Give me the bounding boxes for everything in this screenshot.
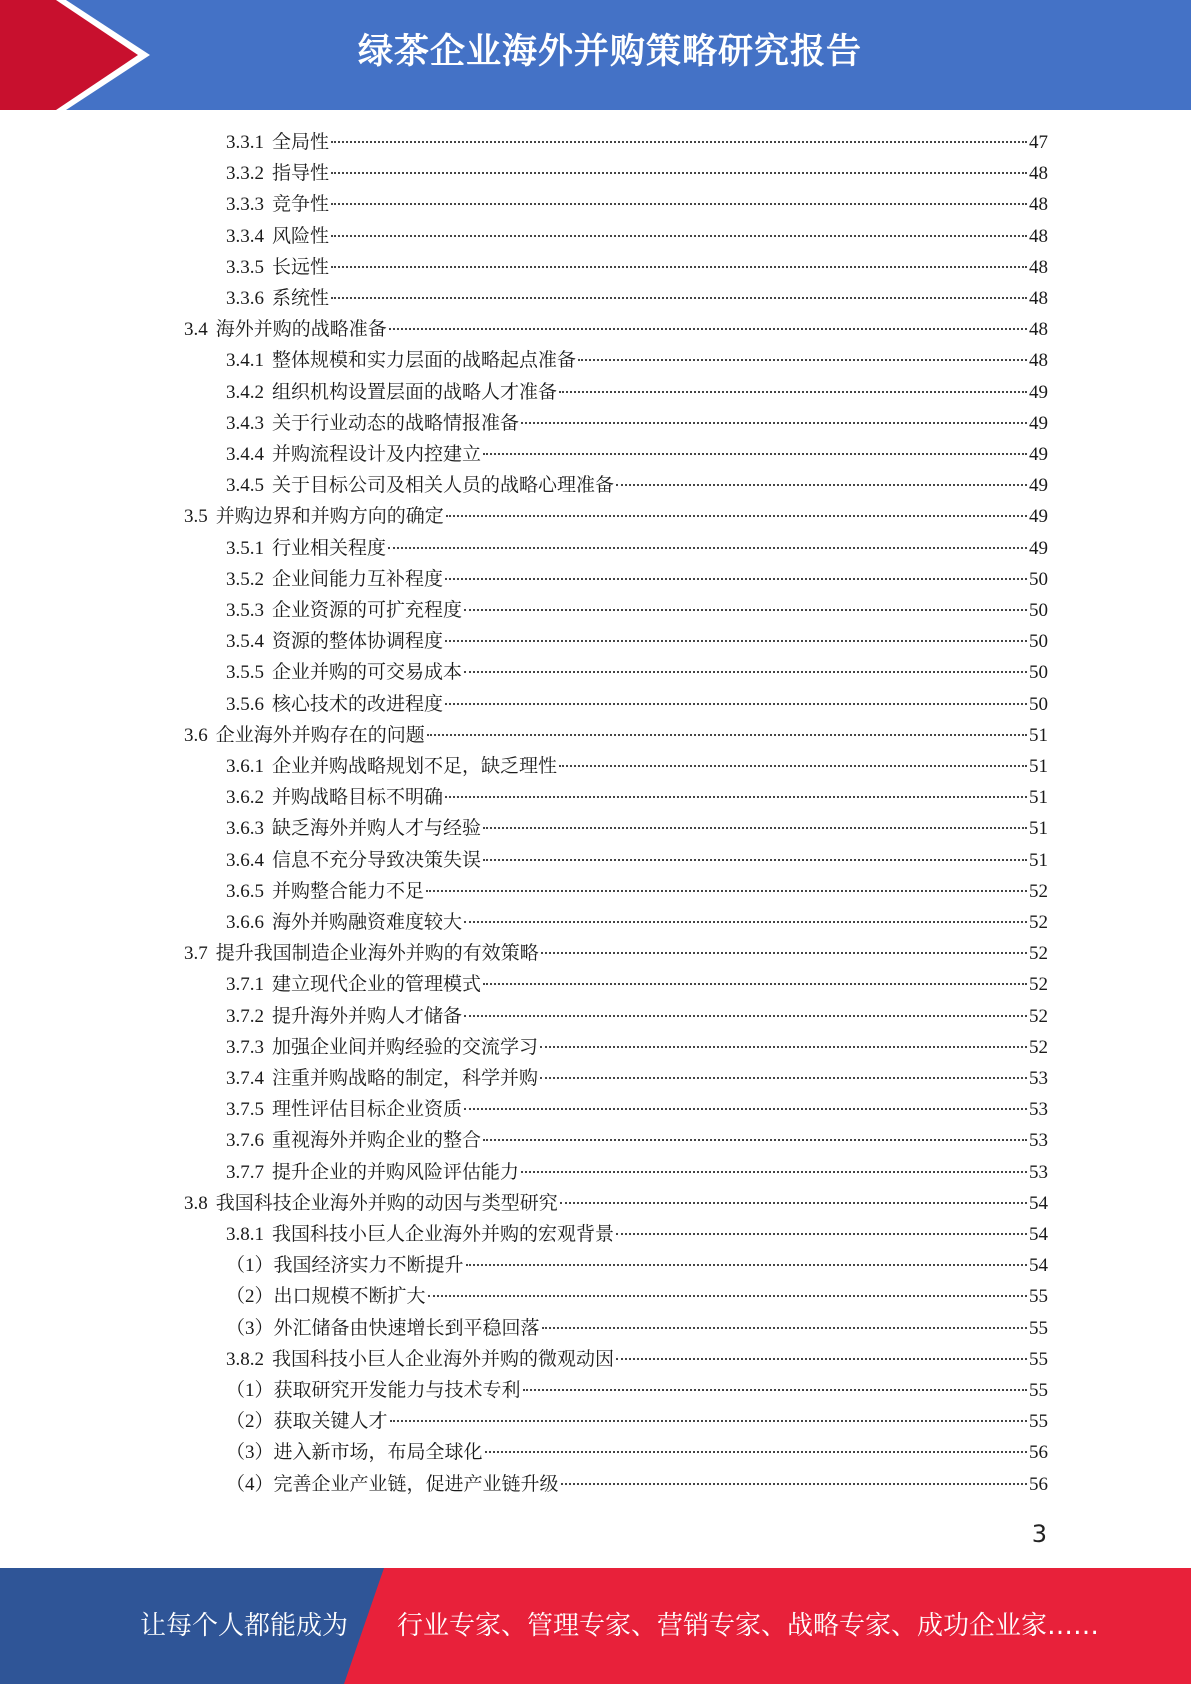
toc-entry-page: 52	[1029, 974, 1048, 996]
toc-entry-title: 长远性	[272, 256, 330, 278]
toc-entry-number: 3.3.4	[226, 225, 264, 247]
toc-entry-page: 49	[1029, 444, 1048, 465]
toc-entry-title: 企业间能力互补程度	[272, 568, 444, 590]
toc-dot-leader	[616, 1233, 1027, 1235]
toc-entry-page: 50	[1029, 568, 1048, 590]
toc-entry[interactable]	[226, 1375, 1048, 1406]
toc-entry-title: 关于行业动态的战略情报准备	[272, 412, 520, 434]
toc-entry-title: 我国科技小巨人企业海外并购的微观动因	[272, 1348, 615, 1370]
toc-entry-number: 3.6.2	[226, 787, 264, 809]
toc-entry-title: 缺乏海外并购人才与经验	[272, 818, 482, 840]
toc-dot-leader	[331, 172, 1027, 174]
toc-entry-number: （2）	[226, 1411, 274, 1433]
toc-entry[interactable]	[226, 1250, 1048, 1281]
toc-entry-number: 3.3.5	[226, 256, 264, 278]
toc-entry-page: 51	[1029, 724, 1048, 746]
toc-entry-number: 3.7.5	[226, 1099, 264, 1121]
toc-entry-page: 55	[1029, 1286, 1048, 1308]
toc-entry-page: 52	[1029, 1036, 1048, 1058]
toc-dot-leader	[561, 1483, 1027, 1485]
toc-entry-page: 49	[1029, 381, 1048, 403]
toc-dot-leader	[560, 1202, 1027, 1204]
toc-dot-leader	[464, 921, 1027, 923]
toc-dot-leader	[541, 952, 1027, 954]
toc-entry-number: 3.3.2	[226, 163, 264, 185]
toc-entry[interactable]	[226, 907, 1048, 938]
toc-entry-number: 3.7.7	[226, 1161, 264, 1183]
toc-entry[interactable]	[226, 845, 1048, 876]
toc-entry-page: 51	[1029, 756, 1048, 777]
toc-entry-number: （2）	[226, 1286, 274, 1308]
toc-entry[interactable]	[226, 689, 1048, 720]
toc-entry-title: 企业海外并购存在的问题	[215, 724, 425, 746]
toc-dot-leader	[483, 859, 1027, 861]
toc-entry-number: 3.8.2	[226, 1348, 264, 1370]
toc-entry-number: 3.4.2	[226, 381, 264, 403]
toc-entry-number: 3.4.1	[226, 350, 264, 372]
toc-entry-number: 3.7.6	[226, 1130, 264, 1152]
page-footer	[0, 1568, 1191, 1684]
toc-entry[interactable]	[226, 657, 1048, 688]
toc-entry-title: 行业相关程度	[272, 537, 387, 559]
toc-dot-leader	[616, 484, 1027, 486]
toc-entry[interactable]	[226, 969, 1048, 1000]
toc-dot-leader	[331, 297, 1027, 299]
toc-entry-title: 完善企业产业链，促进产业链升级	[273, 1473, 559, 1495]
toc-entry-title: 进入新市场，布局全球化	[273, 1442, 483, 1464]
toc-entry[interactable]	[226, 1313, 1048, 1344]
toc-entry[interactable]	[226, 876, 1048, 907]
toc-entry-number: 3.5.4	[226, 631, 264, 653]
toc-entry-page: 55	[1029, 1348, 1048, 1370]
toc-entry-page: 54	[1029, 1224, 1048, 1245]
toc-entry-number: （4）	[226, 1473, 274, 1495]
toc-entry[interactable]	[226, 1406, 1048, 1437]
toc-entry[interactable]	[226, 221, 1048, 252]
toc-entry[interactable]	[226, 1344, 1048, 1375]
toc-entry-page: 53	[1029, 1161, 1048, 1183]
toc-entry-number: （1）	[226, 1255, 274, 1277]
toc-entry-page: 56	[1029, 1473, 1048, 1495]
toc-dot-leader	[331, 235, 1027, 237]
toc-entry-title: 加强企业间并购经验的交流学习	[272, 1036, 539, 1058]
toc-entry[interactable]	[226, 1157, 1048, 1188]
toc-dot-leader	[483, 983, 1027, 985]
toc-entry[interactable]	[226, 283, 1048, 314]
toc-dot-leader	[540, 1077, 1027, 1079]
toc-entry-page: 53	[1029, 1130, 1048, 1152]
toc-entry-title: 注重并购战略的制定，科学并购	[272, 1068, 539, 1089]
toc-entry-number: 3.5.5	[226, 662, 264, 684]
toc-entry-title: 提升企业的并购风险评估能力	[272, 1161, 520, 1183]
toc-entry[interactable]	[226, 1063, 1048, 1094]
toc-entry-title: 企业并购战略规划不足，缺乏理性	[272, 756, 558, 777]
toc-entry-page: 52	[1029, 880, 1048, 902]
toc-entry-page: 53	[1029, 1068, 1048, 1089]
toc-entry[interactable]	[226, 751, 1048, 782]
toc-entry-title: 外汇储备由快速增长到平稳回落	[273, 1317, 540, 1339]
toc-entry-title: 指导性	[272, 163, 330, 185]
toc-entry[interactable]	[226, 439, 1048, 470]
toc-entry[interactable]	[226, 595, 1048, 626]
toc-entry[interactable]	[226, 127, 1048, 158]
toc-entry-title: 我国科技小巨人企业海外并购的宏观背景	[272, 1224, 615, 1245]
toc-entry-page: 52	[1029, 1005, 1048, 1027]
toc-entry-page: 55	[1029, 1411, 1048, 1433]
toc-entry-number: 3.8	[184, 1192, 208, 1214]
toc-entry[interactable]	[226, 533, 1048, 564]
toc-entry-title: 提升我国制造企业海外并购的有效策略	[215, 943, 539, 965]
toc-entry[interactable]	[184, 501, 1048, 532]
toc-entry-title: 信息不充分导致决策失误	[272, 849, 482, 871]
toc-dot-leader	[446, 515, 1027, 517]
toc-entry[interactable]	[226, 564, 1048, 595]
toc-entry-number: 3.4.3	[226, 412, 264, 434]
toc-entry[interactable]	[226, 813, 1048, 844]
toc-entry[interactable]	[226, 1437, 1048, 1468]
toc-entry-title: 获取关键人才	[273, 1411, 388, 1433]
toc-entry-title: 核心技术的改进程度	[272, 693, 444, 715]
toc-entry-title: 海外并购融资难度较大	[272, 912, 463, 933]
footer-slogan-left: 让每个人都能成为	[140, 1611, 349, 1641]
toc-entry-number: 3.6.5	[226, 880, 264, 902]
toc-dot-leader	[389, 328, 1027, 330]
toc-entry-page: 50	[1029, 662, 1048, 684]
toc-entry[interactable]	[226, 1469, 1048, 1500]
toc-entry-number: 3.7.1	[226, 974, 264, 996]
toc-entry-page: 56	[1029, 1442, 1048, 1464]
toc-dot-leader	[427, 734, 1027, 736]
toc-entry[interactable]	[226, 252, 1048, 283]
toc-dot-leader	[445, 578, 1027, 580]
page-header	[0, 0, 1191, 110]
toc-dot-leader	[523, 1389, 1027, 1391]
toc-dot-leader	[464, 1015, 1027, 1017]
report-title: 绿茶企业海外并购策略研究报告	[357, 32, 862, 72]
toc-entry[interactable]	[226, 782, 1048, 813]
toc-dot-leader	[464, 671, 1027, 673]
toc-entry-page: 52	[1029, 943, 1048, 965]
toc-entry-number: 3.7.3	[226, 1036, 264, 1058]
toc-dot-leader	[521, 422, 1027, 424]
toc-entry-title: 我国科技企业海外并购的动因与类型研究	[215, 1192, 558, 1214]
toc-entry-page: 49	[1029, 506, 1048, 528]
toc-entry-number: 3.3.1	[226, 132, 264, 153]
toc-dot-leader	[388, 547, 1027, 549]
toc-dot-leader	[483, 453, 1027, 455]
toc-entry-number: 3.6.1	[226, 756, 264, 777]
toc-entry-title: 获取研究开发能力与技术专利	[273, 1380, 521, 1401]
toc-entry-number: 3.8.1	[226, 1224, 264, 1245]
toc-entry-page: 49	[1029, 475, 1048, 497]
toc-entry-title: 竞争性	[272, 194, 330, 216]
toc-entry-number: 3.3.6	[226, 288, 264, 309]
toc-entry-title: 风险性	[272, 225, 330, 247]
toc-dot-leader	[445, 796, 1027, 798]
toc-entry-title: 企业资源的可扩充程度	[272, 600, 463, 621]
toc-entry-page: 51	[1029, 849, 1048, 871]
toc-entry-number: 3.4.4	[226, 444, 264, 465]
toc-entry-number: 3.5	[184, 506, 208, 528]
toc-entry-page: 53	[1029, 1099, 1048, 1121]
toc-entry-number: 3.5.2	[226, 568, 264, 590]
toc-dot-leader	[331, 141, 1027, 143]
toc-entry-page: 48	[1029, 288, 1048, 309]
page-number: 3	[1031, 1520, 1047, 1548]
toc-entry-page: 50	[1029, 631, 1048, 653]
toc-entry[interactable]	[184, 1188, 1048, 1219]
toc-entry-number: 3.3.3	[226, 194, 264, 216]
toc-dot-leader	[390, 1420, 1027, 1422]
toc-entry-page: 55	[1029, 1317, 1048, 1339]
toc-entry-title: 全局性	[272, 132, 330, 153]
toc-entry[interactable]	[226, 408, 1048, 439]
toc-dot-leader	[559, 391, 1027, 393]
toc-entry-title: 建立现代企业的管理模式	[272, 974, 482, 996]
toc-entry-number: 3.4.5	[226, 475, 264, 497]
toc-entry[interactable]	[226, 1001, 1048, 1032]
toc-entry-number: 3.5.6	[226, 693, 264, 715]
toc-entry-number: （3）	[226, 1317, 274, 1339]
toc-dot-leader	[578, 359, 1027, 361]
toc-entry[interactable]	[226, 1281, 1048, 1312]
toc-entry-number: 3.7.2	[226, 1005, 264, 1027]
toc-entry-page: 49	[1029, 412, 1048, 434]
toc-entry-title: 海外并购的战略准备	[215, 319, 387, 341]
toc-dot-leader	[331, 266, 1027, 268]
toc-entry-number: 3.7	[184, 943, 208, 965]
toc-dot-leader	[616, 1358, 1027, 1360]
toc-entry-title: 整体规模和实力层面的战略起点准备	[272, 350, 577, 372]
toc-entry[interactable]	[184, 938, 1048, 969]
toc-entry-number: 3.6.3	[226, 818, 264, 840]
toc-entry[interactable]	[184, 720, 1048, 751]
toc-entry[interactable]	[184, 314, 1048, 345]
toc-entry-title: 重视海外并购企业的整合	[272, 1130, 482, 1152]
toc-entry-title: 系统性	[272, 288, 330, 309]
toc-dot-leader	[540, 1046, 1027, 1048]
toc-dot-leader	[483, 827, 1027, 829]
toc-entry-page: 49	[1029, 537, 1048, 559]
toc-entry-title: 并购整合能力不足	[272, 880, 425, 902]
toc-entry-page: 51	[1029, 818, 1048, 840]
toc-dot-leader	[542, 1327, 1027, 1329]
toc-entry-number: 3.4	[184, 319, 208, 341]
toc-dot-leader	[466, 1264, 1027, 1266]
toc-entry-page: 48	[1029, 319, 1048, 341]
toc-entry-title: 我国经济实力不断提升	[273, 1255, 464, 1277]
toc-entry[interactable]	[226, 470, 1048, 501]
toc-entry-title: 并购战略目标不明确	[272, 787, 444, 809]
toc-entry-page: 50	[1029, 693, 1048, 715]
toc-entry-page: 52	[1029, 912, 1048, 933]
toc-entry-page: 48	[1029, 163, 1048, 185]
toc-dot-leader	[559, 765, 1027, 767]
toc-dot-leader	[331, 203, 1027, 205]
toc-entry[interactable]	[226, 189, 1048, 220]
toc-entry-title: 企业并购的可交易成本	[272, 662, 463, 684]
toc-entry-number: （1）	[226, 1380, 274, 1401]
toc-entry[interactable]	[226, 1094, 1048, 1125]
toc-entry[interactable]	[226, 158, 1048, 189]
toc-dot-leader	[464, 1108, 1027, 1110]
toc-entry-page: 48	[1029, 350, 1048, 372]
toc-entry[interactable]	[226, 626, 1048, 657]
toc-entry-title: 提升海外并购人才储备	[272, 1005, 463, 1027]
toc-entry-number: 3.5.1	[226, 537, 264, 559]
toc-entry-title: 出口规模不断扩大	[273, 1286, 426, 1308]
toc-entry-number: 3.6.4	[226, 849, 264, 871]
toc-entry-page: 50	[1029, 600, 1048, 621]
toc-entry-page: 54	[1029, 1192, 1048, 1214]
toc-entry-page: 48	[1029, 194, 1048, 216]
toc-entry-title: 关于目标公司及相关人员的战略心理准备	[272, 475, 615, 497]
toc-dot-leader	[445, 640, 1027, 642]
toc-entry-title: 资源的整体协调程度	[272, 631, 444, 653]
toc-entry-page: 47	[1029, 132, 1048, 153]
toc-entry-number: 3.6	[184, 724, 208, 746]
toc-entry-number: 3.7.4	[226, 1068, 264, 1089]
toc-entry[interactable]	[226, 1032, 1048, 1063]
toc-dot-leader	[426, 890, 1027, 892]
toc-entry[interactable]	[226, 377, 1048, 408]
toc-entry-number: 3.6.6	[226, 912, 264, 933]
toc-dot-leader	[464, 609, 1027, 611]
toc-entry-number: 3.5.3	[226, 600, 264, 621]
toc-entry-title: 组织机构设置层面的战略人才准备	[272, 381, 558, 403]
toc-dot-leader	[445, 703, 1027, 705]
toc-entry-title: 并购流程设计及内控建立	[272, 444, 482, 465]
toc-entry-page: 54	[1029, 1255, 1048, 1277]
toc-entry-title: 理性评估目标企业资质	[272, 1099, 463, 1121]
toc-entry[interactable]	[226, 345, 1048, 376]
toc-entry-page: 48	[1029, 225, 1048, 247]
toc-entry[interactable]	[226, 1219, 1048, 1250]
footer-slogan-right: 行业专家、管理专家、营销专家、战略专家、成功企业家……	[397, 1611, 1100, 1641]
toc-dot-leader	[483, 1139, 1027, 1141]
toc-entry-page: 51	[1029, 787, 1048, 809]
toc-dot-leader	[485, 1451, 1027, 1453]
toc-entry-page: 48	[1029, 256, 1048, 278]
toc-entry[interactable]	[226, 1125, 1048, 1156]
toc-entry-title: 并购边界和并购方向的确定	[215, 506, 444, 528]
toc-entry-page: 55	[1029, 1380, 1048, 1401]
toc-dot-leader	[521, 1171, 1027, 1173]
toc-entry-number: （3）	[226, 1442, 274, 1464]
toc-dot-leader	[428, 1295, 1027, 1297]
